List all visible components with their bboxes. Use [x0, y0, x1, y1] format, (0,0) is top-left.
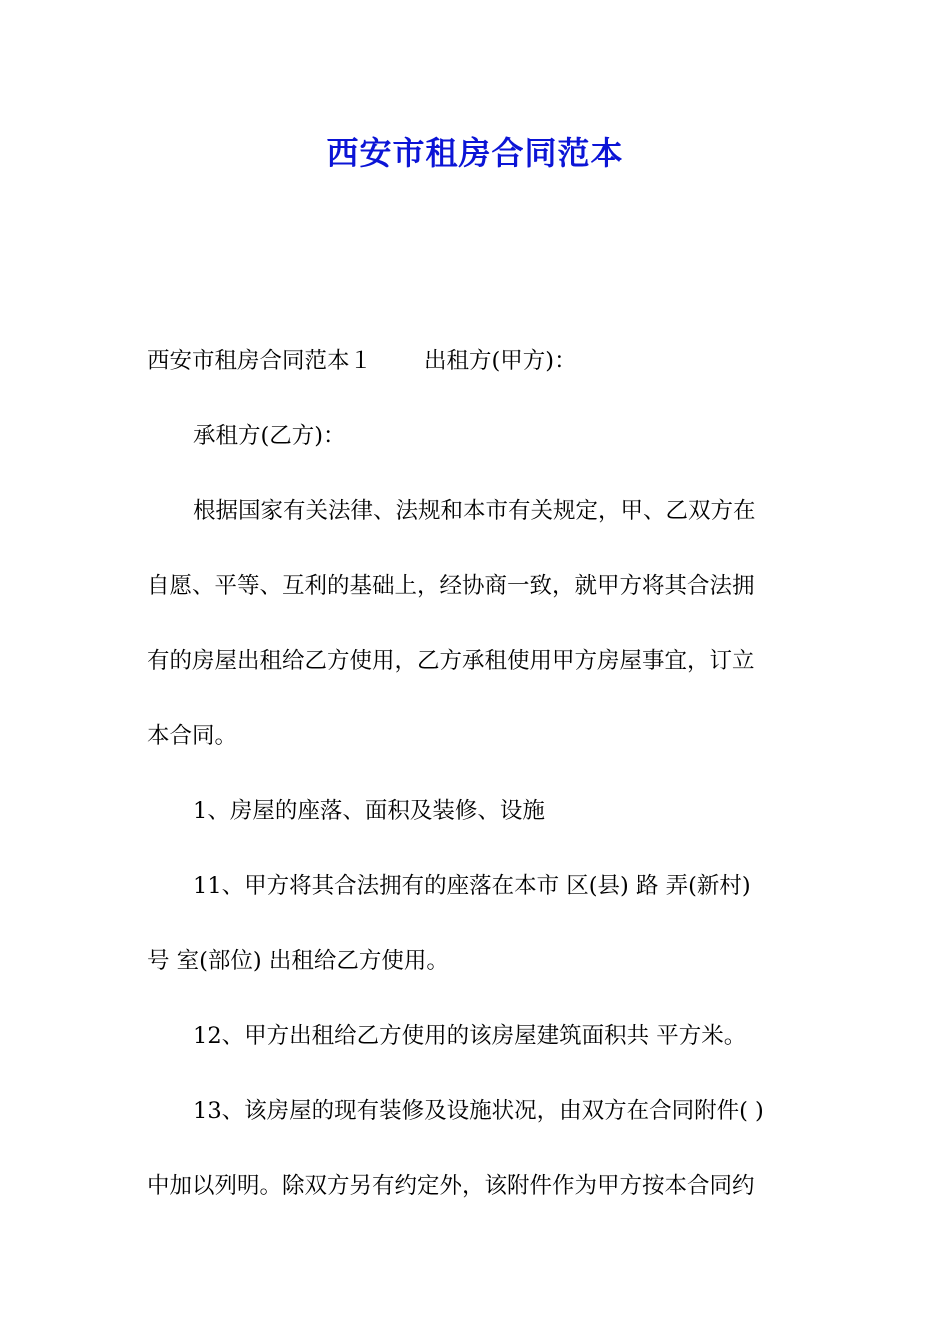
- section-heading: 1、房屋的座落、面积及装修、设施: [193, 798, 545, 824]
- contract-heading-ref: 西安市租房合同范本１: [147, 348, 373, 374]
- document-body: [147, 336, 807, 1236]
- clause-line: 11、甲方将其合法拥有的座落在本市 区(县) 路 弄(新村): [193, 873, 751, 899]
- paragraph-line: 本合同。: [147, 723, 238, 749]
- clause-line: 12、甲方出租给乙方使用的该房屋建筑面积共 平方米。: [193, 1023, 747, 1049]
- lessee-label: 承租方(乙方)：: [193, 423, 346, 449]
- clause-line: 13、该房屋的现有装修及设施状况，由双方在合同附件( ): [193, 1098, 764, 1124]
- clause-line: 号 室(部位) 出租给乙方使用。: [147, 948, 449, 974]
- paragraph-line: 有的房屋出租给乙方使用，乙方承租使用甲方房屋事宜，订立: [147, 648, 755, 674]
- clause-line: 中加以列明。除双方另有约定外，该附件作为甲方按本合同约: [147, 1173, 755, 1199]
- paragraph-line: 根据国家有关法律、法规和本市有关规定，甲、乙双方在: [193, 498, 756, 524]
- lessor-label: 出租方(甲方)：: [424, 348, 577, 374]
- paragraph-line: [147, 336, 807, 411]
- document-title: 西安市租房合同范本: [326, 134, 624, 172]
- paragraph-line: 自愿、平等、互利的基础上，经协商一致，就甲方将其合法拥: [147, 573, 755, 599]
